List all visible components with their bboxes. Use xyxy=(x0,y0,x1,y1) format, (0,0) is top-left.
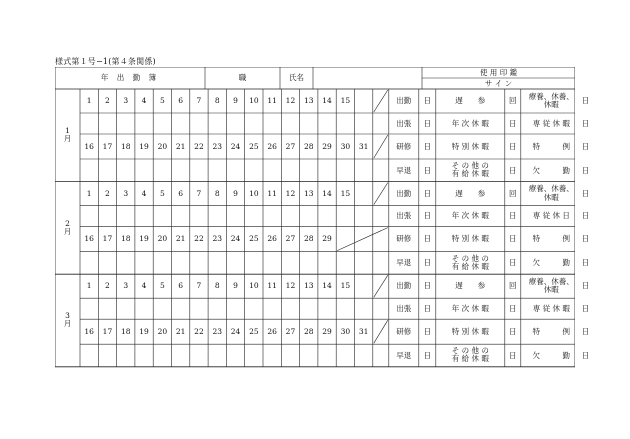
unit-day: 日 xyxy=(423,258,432,268)
day-number: 22 xyxy=(194,234,204,244)
day-number: 11 xyxy=(267,96,277,106)
day-number: 2 xyxy=(105,96,110,106)
day-number: 28 xyxy=(303,141,314,151)
day-number: 25 xyxy=(249,234,259,244)
summary-label: 出勤 xyxy=(396,188,412,198)
diagonal-mark xyxy=(374,275,388,297)
day-number: 24 xyxy=(230,326,241,336)
day-number: 3 xyxy=(123,281,129,291)
unit-day: 日 xyxy=(509,303,517,313)
day-number: 19 xyxy=(139,234,149,244)
day-number: 4 xyxy=(141,281,147,291)
day-number: 25 xyxy=(249,141,259,151)
unit-day: 日 xyxy=(509,118,517,128)
diagonal-mark xyxy=(374,90,388,112)
day-number: 1 xyxy=(86,188,92,198)
day-number: 30 xyxy=(340,141,351,151)
day-number: 25 xyxy=(249,326,259,336)
day-number: 31 xyxy=(358,326,369,336)
day-number: 12 xyxy=(285,188,296,198)
month-label: 2 月 xyxy=(63,218,72,236)
unit-times: 回 xyxy=(509,281,517,291)
day-number: 2 xyxy=(105,188,110,198)
day-number: 4 xyxy=(141,188,147,198)
summary-label: 欠 勤 xyxy=(532,165,571,175)
diagonal-mark xyxy=(374,320,388,343)
unit-day: 日 xyxy=(509,141,517,151)
unit-times: 回 xyxy=(509,96,517,106)
day-number: 22 xyxy=(194,326,204,336)
unit-day: 日 xyxy=(509,234,517,244)
seal-label: 使 用 印 鑑 xyxy=(479,67,518,77)
day-number: 23 xyxy=(212,141,223,151)
day-number: 20 xyxy=(157,141,168,151)
day-number: 1 xyxy=(86,96,92,106)
day-number: 5 xyxy=(159,188,165,198)
day-number: 21 xyxy=(175,234,186,244)
day-number: 23 xyxy=(212,326,223,336)
day-number: 17 xyxy=(102,326,113,336)
unit-day: 日 xyxy=(423,281,432,291)
day-number: 7 xyxy=(196,281,202,291)
day-number: 7 xyxy=(196,188,202,198)
day-number: 24 xyxy=(230,234,241,244)
summary-label: 出張 xyxy=(396,118,412,128)
summary-label: 欠 勤 xyxy=(532,258,571,268)
day-number: 10 xyxy=(249,188,259,198)
summary-label: 出勤 xyxy=(396,281,412,291)
unit-day: 日 xyxy=(581,303,590,313)
summary-label: 特 例 xyxy=(532,234,571,244)
unit-day: 日 xyxy=(423,165,432,175)
unit-day: 日 xyxy=(581,118,590,128)
day-number: 18 xyxy=(120,234,131,244)
summary-label: 遅 参 xyxy=(455,188,486,198)
day-number: 16 xyxy=(84,326,94,336)
day-number: 20 xyxy=(157,234,168,244)
day-number: 15 xyxy=(340,281,351,291)
day-number: 27 xyxy=(285,141,296,151)
day-number: 4 xyxy=(141,96,147,106)
day-number: 10 xyxy=(249,281,259,291)
day-number: 1 xyxy=(86,281,92,291)
unit-day: 日 xyxy=(423,303,432,313)
unit-day: 日 xyxy=(581,188,590,198)
diagonal-mark xyxy=(374,135,388,158)
month-label: 3 月 xyxy=(63,311,72,329)
unit-day: 日 xyxy=(581,350,590,360)
day-number: 14 xyxy=(322,281,332,291)
day-number: 12 xyxy=(285,96,296,106)
unit-day: 日 xyxy=(423,141,432,151)
unit-day: 日 xyxy=(509,211,517,221)
unit-times: 回 xyxy=(509,188,517,198)
summary-label: そ の 他 の 有 給 休 暇 xyxy=(451,161,489,179)
day-number: 10 xyxy=(249,96,259,106)
day-number: 9 xyxy=(233,96,238,106)
summary-label: 出張 xyxy=(396,303,412,313)
day-number: 13 xyxy=(303,281,314,291)
summary-label: 専 従 休 暇 xyxy=(532,118,570,128)
day-number: 23 xyxy=(212,234,223,244)
summary-label: 出勤 xyxy=(396,96,412,106)
summary-label: 特 例 xyxy=(532,326,571,336)
unit-day: 日 xyxy=(581,96,590,106)
day-number: 7 xyxy=(196,96,202,106)
day-number: 6 xyxy=(178,96,184,106)
day-number: 27 xyxy=(285,326,296,336)
day-number: 20 xyxy=(157,326,168,336)
unit-day: 日 xyxy=(581,258,590,268)
day-number: 16 xyxy=(84,234,94,244)
day-number: 6 xyxy=(178,281,184,291)
summary-label: 療養、休養、 休暇 xyxy=(528,184,574,202)
summary-label: 専 従 休 日 xyxy=(532,211,570,221)
unit-day: 日 xyxy=(581,165,590,175)
day-number: 18 xyxy=(120,326,131,336)
unit-day: 日 xyxy=(509,258,517,268)
day-number: 22 xyxy=(194,141,204,151)
unit-day: 日 xyxy=(581,141,590,151)
day-number: 26 xyxy=(267,234,277,244)
day-number: 9 xyxy=(233,281,238,291)
form-label: 様式第１号−1(第４条関係) xyxy=(55,57,156,66)
unit-day: 日 xyxy=(423,350,432,360)
day-number: 16 xyxy=(84,141,94,151)
summary-label: 早退 xyxy=(396,258,412,268)
summary-label: 年 次 休 暇 xyxy=(451,211,489,221)
day-number: 26 xyxy=(267,326,277,336)
summary-label: 遅 参 xyxy=(455,96,486,106)
summary-label: 特 別 休 暇 xyxy=(451,234,489,244)
summary-label: 年 次 休 暇 xyxy=(451,303,489,313)
day-number: 13 xyxy=(303,188,314,198)
signature-label: サ イ ン xyxy=(484,78,513,88)
day-number: 8 xyxy=(214,96,220,106)
day-number: 24 xyxy=(230,141,241,151)
summary-label: 特 別 休 暇 xyxy=(451,141,489,151)
summary-label: 療養、休養、 休暇 xyxy=(528,91,574,109)
unit-day: 日 xyxy=(509,326,517,336)
summary-label: 早退 xyxy=(396,350,412,360)
name-label: 氏名 xyxy=(289,73,304,83)
day-number: 17 xyxy=(102,141,113,151)
summary-label: そ の 他 の 有 給 休 暇 xyxy=(451,253,489,271)
day-number: 3 xyxy=(123,188,129,198)
month-label: 1 月 xyxy=(63,126,72,144)
day-number: 31 xyxy=(358,141,369,151)
summary-label: 専 従 休 暇 xyxy=(532,303,570,313)
day-number: 5 xyxy=(159,281,165,291)
day-number: 12 xyxy=(285,281,296,291)
summary-label: そ の 他 の 有 給 休 暇 xyxy=(451,346,489,364)
unit-day: 日 xyxy=(581,326,590,336)
summary-label: 療養、休養、 休暇 xyxy=(528,276,574,295)
day-number: 28 xyxy=(303,234,314,244)
unit-day: 日 xyxy=(423,188,432,198)
day-number: 17 xyxy=(102,234,113,244)
diagonal-mark xyxy=(374,183,388,205)
day-number: 19 xyxy=(139,326,149,336)
day-number: 15 xyxy=(340,96,351,106)
unit-day: 日 xyxy=(423,326,432,336)
unit-day: 日 xyxy=(423,118,432,128)
unit-day: 日 xyxy=(423,234,432,244)
summary-label: 特 例 xyxy=(532,141,571,151)
day-number: 9 xyxy=(233,188,238,198)
day-number: 29 xyxy=(322,326,332,336)
summary-label: 研修 xyxy=(396,234,412,244)
summary-label: 出張 xyxy=(396,211,412,221)
diagonal-mark xyxy=(337,228,388,251)
day-number: 5 xyxy=(159,96,165,106)
day-number: 6 xyxy=(178,188,184,198)
summary-label: 研修 xyxy=(396,326,412,336)
attendance-sheet xyxy=(55,67,590,368)
day-number: 21 xyxy=(175,141,186,151)
summary-label: 特 別 休 暇 xyxy=(451,326,489,336)
unit-day: 日 xyxy=(423,96,432,106)
summary-label: 欠 勤 xyxy=(532,350,571,360)
summary-label: 年 次 休 暇 xyxy=(451,118,489,128)
unit-day: 日 xyxy=(423,211,432,221)
day-number: 2 xyxy=(105,281,110,291)
day-number: 3 xyxy=(123,96,129,106)
day-number: 11 xyxy=(267,188,277,198)
summary-label: 早退 xyxy=(396,165,412,175)
summary-label: 研修 xyxy=(396,141,412,151)
day-number: 8 xyxy=(214,281,220,291)
day-number: 13 xyxy=(303,96,314,106)
day-number: 19 xyxy=(139,141,149,151)
unit-day: 日 xyxy=(581,234,590,244)
day-number: 28 xyxy=(303,326,314,336)
day-number: 29 xyxy=(322,234,332,244)
unit-day: 日 xyxy=(581,211,590,221)
day-number: 26 xyxy=(267,141,277,151)
day-number: 18 xyxy=(120,141,131,151)
summary-label: 遅 参 xyxy=(455,281,486,291)
day-number: 11 xyxy=(267,281,277,291)
unit-day: 日 xyxy=(581,281,590,291)
ledger-title: 年 出 勤 簿 xyxy=(100,73,160,83)
day-number: 14 xyxy=(322,96,332,106)
unit-day: 日 xyxy=(509,165,517,175)
day-number: 14 xyxy=(322,188,332,198)
department-label: 職 xyxy=(238,73,247,83)
day-number: 29 xyxy=(322,141,332,151)
day-number: 8 xyxy=(214,188,220,198)
day-number: 27 xyxy=(285,234,296,244)
unit-day: 日 xyxy=(509,350,517,360)
day-number: 15 xyxy=(340,188,351,198)
day-number: 30 xyxy=(340,326,351,336)
day-number: 21 xyxy=(175,326,186,336)
